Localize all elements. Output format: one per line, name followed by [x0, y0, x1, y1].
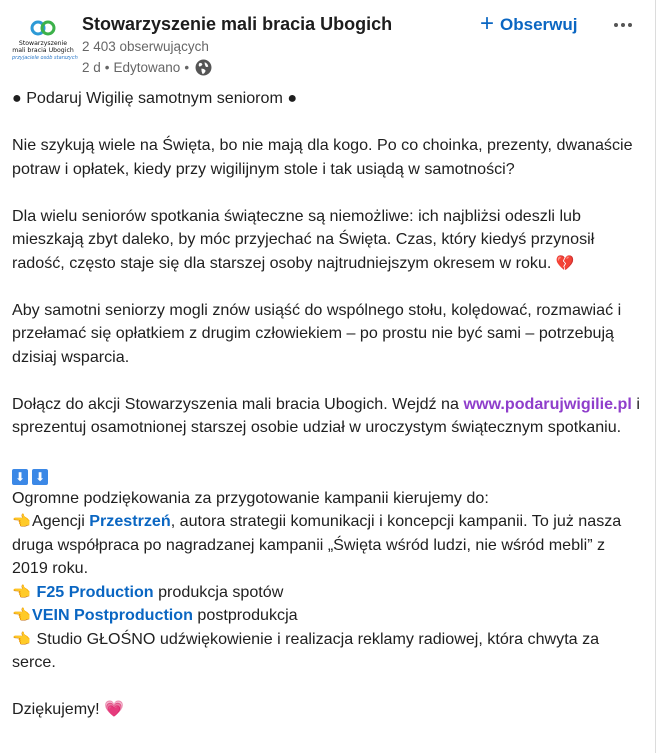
pointing-hand-icon: 👈 [12, 630, 31, 648]
organization-name[interactable]: Stowarzyszenie mali bracia Ubogich [82, 14, 393, 34]
pointing-hand-icon: 👈 [12, 607, 31, 624]
post-paragraph-4 [12, 393, 642, 440]
thanks-intro: Ogromne podziękowania za przygotowanie kampanii kierujemy do: [12, 488, 489, 507]
credit-4-text: Studio GŁOŚNO udźwiękowienie i realizacja reklamy radiowej, która chwyta za serce. [12, 629, 600, 671]
closing-line [12, 698, 642, 722]
post-paragraph-3: Aby samotni seniorzy mogli znów usiąść do wspólnego stołu, kolędować, rozmawiać i przełamać się opłatkiem z drugim człowiekiem – po prostu nie być sami – potrzebują dzisiaj wsparcia. [12, 300, 622, 366]
paragraph-4-end: i sprezentuj osamotnionej starszej osobie udział w uroczystym świątecznym spotkaniu. [12, 394, 640, 436]
post-paragraph-2 [12, 205, 642, 276]
paragraph-4-start: Dołącz do akcji Stowarzyszenia mali bracia Ubogich. Wejdź na [12, 394, 459, 413]
pointing-hand-icon: 👈 [12, 513, 31, 530]
post-headline: ● Podaruj Wigilię samotnym seniorom ● [12, 89, 298, 107]
pointing-hand-icon: 👈 [12, 583, 31, 601]
credit-1 [12, 510, 642, 581]
logo-text-line2: mali bracia Ubogich [12, 47, 74, 54]
follow-button[interactable] [480, 10, 577, 40]
closing-text: Dziękujemy! [12, 700, 100, 718]
post-paragraph-1: Nie szykują wiele na Święta, bo nie mają dla kogo. Po co choinka, prezenty, dwanaście potraw i opłatek, kiedy przy wigilijnym stole i tak usiądą w samotności? [12, 136, 633, 178]
post-meta [82, 58, 212, 76]
follower-count: 2 403 obserwujących [82, 39, 209, 54]
mention-f25-production[interactable]: F25 Production [36, 582, 154, 601]
down-arrow-icon: ⬇ [12, 469, 28, 485]
meta-separator: • [104, 59, 110, 75]
logo-mark-icon [30, 18, 56, 38]
credit-1-text: , autora strategii komunikacji i koncepcji kampanii. To już nasza druga współpraca po nagradzanej kampanii „Święta wśród ludzi, nie wśród mebli” z 2019 roku. [12, 512, 622, 577]
edited-label: Edytowano [113, 59, 181, 75]
organization-logo[interactable] [12, 18, 78, 64]
campaign-website-link[interactable]: www.podarujwigilie.pl [463, 394, 632, 413]
mention-vein-postproduction[interactable]: VEIN Postproduction [32, 606, 193, 624]
broken-heart-icon: 💔 [555, 254, 575, 272]
meta-separator: • [184, 59, 190, 75]
down-arrow-icon: ⬇ [32, 469, 48, 485]
heart-icon: 💗 [104, 701, 125, 718]
credit-4 [12, 628, 642, 675]
credit-2-text: produkcja spotów [158, 582, 284, 601]
post-time: 2 d [82, 59, 101, 75]
credit-3 [12, 604, 642, 628]
follow-label: Obserwuj [500, 15, 578, 34]
logo-text-line3: przyjaciele osób starszych [12, 55, 78, 61]
mention-przestrzen[interactable]: Przestrzeń [89, 512, 171, 530]
arrow-row [12, 463, 642, 487]
credit-2 [12, 581, 642, 605]
dot [614, 23, 618, 27]
globe-icon [195, 59, 212, 76]
credit-1-prefix: Agencji [32, 512, 85, 530]
logo-text-line1: Stowarzyszenie [18, 40, 68, 47]
paragraph-2-text: Dla wielu seniorów spotkania świąteczne są niemożliwe: ich najbliżsi odeszli lub mieszkają zbyt daleko, by móc przyjechać na Święta. Czas, który kiedyś przynosił radość, często staje się dla starszej osoby najtrudniejszym okresem w roku. [12, 206, 595, 272]
dot [628, 23, 632, 27]
plus-icon: + [480, 10, 495, 37]
more-options-button[interactable] [610, 12, 636, 38]
credit-3-text: postprodukcja [197, 606, 298, 624]
dot [621, 23, 625, 27]
post-body [12, 87, 642, 722]
